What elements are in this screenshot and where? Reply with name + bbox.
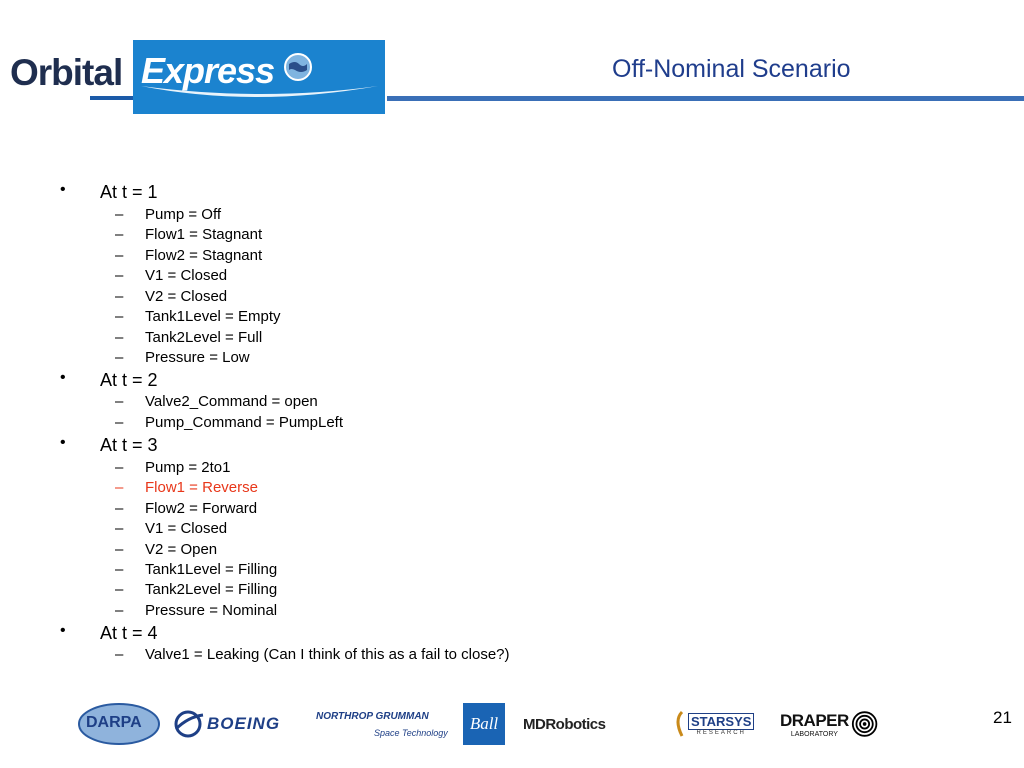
bullet-mark: • [60,369,66,386]
draper-logo [780,698,878,750]
starsys-logo [672,698,764,750]
logo-orbital-text: Orbital [10,52,123,93]
list-item [115,520,228,537]
dash-mark: – [115,308,124,325]
list-item [115,541,218,558]
ball-text: Ball [469,714,499,733]
list-item-text: Flow2 = Forward [145,500,258,517]
list-item [115,267,228,284]
swoosh-icon [133,80,385,110]
sponsor-logo-strip [0,698,1024,758]
bullet-mark: • [60,181,66,198]
dash-mark: – [115,247,124,264]
list-item [115,561,278,578]
list-item-text: Pump_Command = PumpLeft [145,414,344,431]
orbital-express-logo [10,40,385,115]
dash-mark: – [115,349,124,366]
logo-express-text: Express [141,50,275,91]
starsys-research-text: RESEARCH [696,729,746,736]
northrop-grumman-logo [316,698,456,750]
space-technology-text: Space Technology [374,727,448,738]
draper-wordmark [780,711,849,738]
logo-underline [90,96,135,100]
list-item [115,602,278,619]
starsys-emblem-icon [672,710,686,738]
list-item-text: V2 = Open [145,541,218,558]
dash-mark: – [115,329,124,346]
list-item [115,581,278,598]
list-item [115,393,318,410]
list-item-text: Flow1 = Reverse [145,479,258,496]
list-item [115,329,263,346]
dash-mark: – [115,581,124,598]
page-number: 21 [993,708,1012,727]
draper-text: DRAPER [780,710,849,730]
list-item-text: Valve2_Command = open [145,393,318,410]
draper-lab-text: LABORATORY [790,730,838,738]
target-icon [851,709,878,739]
list-item-text: Pressure = Nominal [145,602,278,619]
list-item-text: V1 = Closed [145,267,228,284]
bullet-mark: • [60,622,66,639]
bullet-label: At t = 4 [100,623,158,643]
bullet-t1 [60,181,158,203]
dash-mark: – [115,602,124,619]
list-item-text: Tank2Level = Full [145,329,263,346]
list-item-text: Tank1Level = Empty [145,308,281,325]
northrop-grumman-text: NORTHROP GRUMMAN [316,710,429,722]
list-item [115,349,250,366]
mdrobotics-text: MDRobotics [523,715,606,733]
ball-logo [463,698,507,750]
dash-mark: – [115,288,124,305]
dash-mark: – [115,479,124,496]
dash-mark: – [115,561,124,578]
dash-mark: – [115,226,124,243]
bullet-t3 [60,434,158,456]
bullet-label: At t = 3 [100,435,158,455]
list-item [115,308,281,325]
dash-mark: – [115,646,124,663]
dash-mark: – [115,541,124,558]
list-item [115,414,344,431]
list-item-text: V2 = Closed [145,288,228,305]
header-divider-bar [387,96,1024,101]
dash-mark: – [115,459,124,476]
mdrobotics-logo [523,698,661,750]
globe-icon [283,52,313,82]
dash-mark: – [115,414,124,431]
list-item [115,459,231,476]
bullet-label: At t = 2 [100,370,158,390]
list-item-text: Pump = Off [145,206,222,223]
starsys-text: STARSYS [688,713,754,730]
list-item-text: Pressure = Low [145,349,250,366]
dash-mark: – [115,206,124,223]
dash-mark: – [115,520,124,537]
dash-mark: – [115,500,124,517]
list-item [115,646,510,663]
dash-mark: – [115,267,124,284]
list-item-text: Pump = 2to1 [145,459,231,476]
list-item-text: Valve1 = Leaking (Can I think of this as a fail to close?) [145,646,510,663]
list-item-text: V1 = Closed [145,520,228,537]
list-item [115,247,263,264]
list-item [115,288,228,305]
dash-mark: – [115,393,124,410]
list-item [115,226,263,243]
bullet-t2 [60,369,158,391]
list-item [115,206,222,223]
boeing-logo [174,698,309,750]
starsys-wordmark [688,713,754,736]
slide-title: Off-Nominal Scenario [612,55,851,83]
boeing-text: BOEING [207,714,281,733]
list-item-text: Tank2Level = Filling [145,581,278,598]
darpa-logo [78,698,160,750]
list-item [115,500,258,517]
list-item-text: Flow1 = Stagnant [145,226,263,243]
bullet-t4 [60,622,158,644]
ball-box [463,703,505,745]
bullet-label: At t = 1 [100,182,158,202]
logo-express-box [133,40,385,114]
list-item-text: Flow2 = Stagnant [145,247,263,264]
darpa-text: DARPA [86,714,142,731]
list-item-text: Tank1Level = Filling [145,561,278,578]
boeing-emblem-icon [174,707,204,741]
bullet-mark: • [60,434,66,451]
list-item-highlighted [115,479,258,496]
